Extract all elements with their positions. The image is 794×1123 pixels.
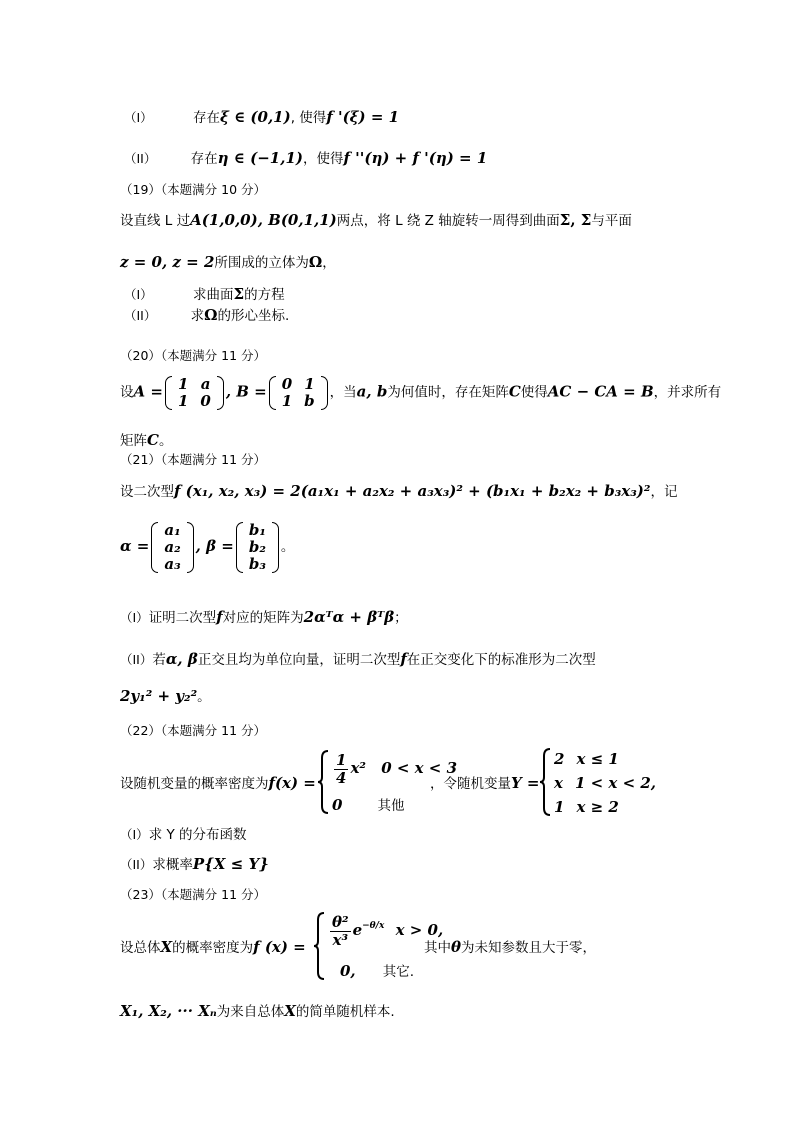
q23-line2-m2: X <box>284 1002 296 1020</box>
q22-y-tail: , <box>650 774 657 792</box>
q21-item1-math2: 2αᵀα + βᵀβ <box>303 608 395 626</box>
q21-header: （21）（本题满分 11 分） <box>120 452 267 467</box>
q19-item2-math: Ω <box>204 306 218 324</box>
q19-line1-m2: Σ, Σ <box>559 211 592 229</box>
q21-alpha-entry: a₁ <box>164 521 181 539</box>
q21-beta-entry: b₁ <box>248 521 266 539</box>
q19-item1-text-b: 的方程 <box>244 287 285 303</box>
q22-y-case-cond: x ≤ 1 <box>576 750 619 768</box>
q22-y-case-cond: x ≥ 2 <box>576 798 619 816</box>
q19-item1-text-a: 求曲面 <box>192 287 234 303</box>
q22-case2-cond: 其他 <box>377 798 405 814</box>
q22-fx-brace <box>318 750 330 814</box>
q21-item2-tail: 。 <box>197 689 211 705</box>
q21-item1-math: f <box>216 608 223 626</box>
q22-item2-text: 求概率 <box>152 857 193 873</box>
q19-item1-label: （I） <box>124 287 153 302</box>
q22-item2 <box>120 857 269 873</box>
q21-beta: , β = <box>195 537 234 555</box>
q21-item2 <box>120 652 596 668</box>
q21-beta-vector <box>236 522 279 573</box>
q22-lead: 设随机变量的概率密度为 <box>120 776 269 792</box>
q23-frac-den: x³ <box>332 930 349 949</box>
q22-y-case-val: x <box>554 774 563 792</box>
q20-header: （20）（本题满分 11 分） <box>120 348 267 363</box>
q23-case1-cond: x > 0, <box>395 921 444 939</box>
q22-item2-label: （II） <box>120 857 153 872</box>
q23-theta: θ <box>451 938 462 956</box>
q22-y-case-val: 1 <box>554 798 565 816</box>
q23-fx: f (x) = <box>253 938 306 956</box>
q18-item2-math1: η ∈ (−1,1) <box>217 149 303 167</box>
q23-exp-sup: −θ/x <box>362 921 385 931</box>
q22-case1-cond: 0 < x < 3 <box>381 759 458 777</box>
q20-A-cell: 0 <box>200 392 211 410</box>
q19-header: （19）（本题满分 10 分） <box>120 182 267 197</box>
q18-item2 <box>124 151 487 167</box>
q22-header: （22）（本题满分 11 分） <box>120 723 267 738</box>
q20-text-c: 使得 <box>520 384 548 401</box>
q21-item2-formula: 2y₁² + y₂² <box>120 687 198 705</box>
q21-alpha: α = <box>120 537 150 555</box>
q21-vectors <box>120 522 294 573</box>
q21-item2-text-c: 在正交变化下的标准形为二次型 <box>406 652 596 668</box>
q21-item2-text-b: 正交且均为单位向量，证明二次型 <box>197 652 401 668</box>
q20-C: C <box>508 382 521 401</box>
q22-mid-line <box>430 776 540 792</box>
q23-line2-m: X₁, X₂, ··· Xₙ <box>120 1002 217 1020</box>
q21-lead: 设二次型 <box>120 484 174 500</box>
q21-formula: f (x₁, x₂, x₃) = 2(a₁x₁ + a₂x₂ + a₃x₃)² + (b₁x₁ + b₂x₂ + b₃x₃)² <box>174 482 651 500</box>
q19-item2-text-b: 的形心坐标. <box>217 308 290 324</box>
q20-B-cell: 0 <box>281 375 293 393</box>
q23-frac <box>330 914 351 948</box>
q23-line2-a: 为来自总体 <box>216 1004 285 1020</box>
q23-case2-cond: 其它. <box>382 964 415 980</box>
q19-line1 <box>120 213 632 229</box>
q22-y-brace <box>540 748 552 816</box>
q19-line2-m2: Ω <box>308 253 323 271</box>
q23-lead: 设总体 <box>120 940 161 956</box>
q21-line1 <box>120 484 677 500</box>
q22-y-case-cond: 1 < x < 2 <box>574 774 651 792</box>
q22-item2-math: P{X ≤ Y} <box>192 855 269 873</box>
q20-A-cell: a <box>200 375 211 393</box>
q19-line1-m: A(1,0,0), B(0,1,1) <box>190 211 337 229</box>
q19-line1-b: 两点，将 L 绕 Z 轴旋转一周得到曲面 <box>336 213 560 229</box>
q19-item1-math: Σ <box>233 285 245 303</box>
q20-A: A = <box>133 382 163 401</box>
q18-item1 <box>124 110 399 126</box>
q23-text-c: 为未知参数且大于零， <box>461 940 597 956</box>
q23-header: （23）（本题满分 11 分） <box>120 887 267 902</box>
q19-item2-label: （II） <box>124 308 157 323</box>
q21-item1-text-c: ； <box>394 610 408 626</box>
q22-case2-expr: 0 <box>332 796 343 814</box>
q23-frac-num: θ² <box>332 913 349 931</box>
q22-case1-expr: x² <box>350 759 366 777</box>
q20-line2-a: 矩阵 <box>120 433 147 449</box>
q20-vars: a, b <box>356 382 388 401</box>
q23-text-b: 其中 <box>424 940 451 956</box>
q20-B-cell: 1 <box>281 392 293 410</box>
q18-item1-mid: , 使得 <box>290 110 327 126</box>
q21-beta-entry: b₂ <box>248 538 266 556</box>
q20-eq: AC − CA = B <box>547 382 654 401</box>
q18-item1-label: （I） <box>124 110 153 125</box>
q22-Y: Y = <box>511 774 540 792</box>
q22-fx-cases <box>318 750 458 814</box>
q18-item1-text: 存在 <box>192 110 220 126</box>
q22-mid: ，令随机变量 <box>430 776 511 792</box>
q23-text-line <box>424 940 596 956</box>
q19-line2-m: z = 0, z = 2 <box>120 253 215 271</box>
q21-tail: ，记 <box>650 484 678 500</box>
q21-item1-label: （I） <box>120 610 149 625</box>
q19-item2 <box>124 308 289 324</box>
q21-item2-math: α, β <box>165 650 198 668</box>
q23-exp-base: e <box>352 921 363 939</box>
q23-X: X <box>160 938 173 956</box>
q23-text-a: 的概率密度为 <box>172 940 254 956</box>
q20-text-a: ，当 <box>329 384 357 401</box>
q22-lead-line <box>120 776 316 792</box>
q23-line2 <box>120 1004 395 1020</box>
q20-B-cell: b <box>304 392 315 410</box>
q20-matrix-B <box>269 376 328 410</box>
q22-item1-label: （I） <box>120 827 149 842</box>
q18-item2-label: （II） <box>124 151 157 166</box>
q20-text-d: ，并求所有 <box>653 384 722 401</box>
q19-item2-text-a: 求 <box>190 308 205 324</box>
q18-item2-mid: ，使得 <box>302 151 344 167</box>
q21-vec-tail: 。 <box>280 539 295 555</box>
q20-A-cell: 1 <box>177 375 189 393</box>
q22-frac-den: 4 <box>336 768 347 787</box>
q20-B-cell: 1 <box>304 375 315 393</box>
q19-item1 <box>124 287 285 303</box>
q23-line2-b: 的简单随机样本. <box>295 1004 395 1020</box>
q19-line2 <box>120 255 336 271</box>
q23-lead-line <box>120 940 306 956</box>
q21-item1 <box>120 610 408 626</box>
q22-item1-text: 求 Y 的分布函数 <box>148 827 247 843</box>
q21-item1-text-a: 证明二次型 <box>148 610 217 626</box>
q18-item1-math1: ξ ∈ (0,1) <box>219 108 291 126</box>
q18-item2-math2: f ''(η) + f '(η) = 1 <box>343 149 488 167</box>
q20-line2-b: 。 <box>158 433 173 449</box>
q19-line1-a: 设直线 L 过 <box>120 213 191 229</box>
q19-line1-c: 与平面 <box>591 213 632 229</box>
q20-A-cell: 1 <box>177 392 189 410</box>
q21-alpha-entry: a₂ <box>164 538 181 556</box>
q21-alpha-vector <box>151 522 193 573</box>
q21-item2-text-a: 若 <box>152 652 166 668</box>
q20-line2-m: C <box>147 431 159 449</box>
q21-beta-entry: b₃ <box>248 555 266 573</box>
q23-brace <box>314 912 326 980</box>
q20-B: , B = <box>225 382 267 401</box>
q20-line1 <box>120 376 721 410</box>
q22-y-cases <box>540 748 657 816</box>
q21-item1-text-b: 对应的矩阵为 <box>222 610 304 626</box>
q20-text-b: 为何值时，存在矩阵 <box>387 384 509 401</box>
q21-alpha-entry: a₃ <box>164 555 181 573</box>
q20-matrix-A <box>165 376 224 410</box>
q19-line2-a: 所围成的立体为 <box>214 255 309 271</box>
q22-frac <box>334 752 348 786</box>
q21-item2-label: （II） <box>120 652 153 667</box>
q22-fx: f(x) = <box>268 774 316 792</box>
q22-item1 <box>120 829 247 843</box>
q19-line2-b: ， <box>322 255 336 271</box>
q23-case2-expr: 0, <box>340 962 356 980</box>
q21-item2-line2 <box>120 689 211 705</box>
q22-frac-num: 1 <box>336 751 347 769</box>
q18-item1-math2: f '(ξ) = 1 <box>326 108 400 126</box>
q18-item2-text: 存在 <box>190 151 218 167</box>
q20-line2 <box>120 433 172 449</box>
q20-lead: 设 <box>120 384 134 401</box>
q21-item2-math2: f <box>400 650 407 668</box>
q22-y-case-val: 2 <box>554 750 565 768</box>
